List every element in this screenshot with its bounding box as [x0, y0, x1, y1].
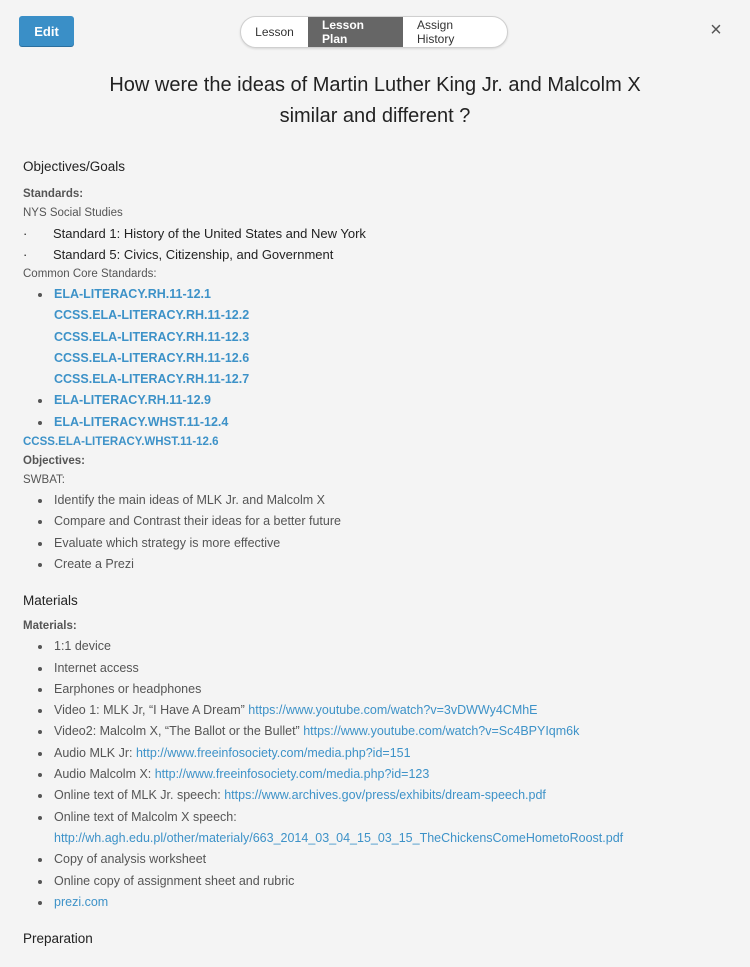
list-item: Online copy of assignment sheet and rubric: [54, 871, 733, 892]
standard-link[interactable]: ELA-LITERACY.WHST.11-12.4: [54, 414, 229, 429]
list-item: Video 1: MLK Jr, “I Have A Dream” https://www.youtube.com/watch?v=3vDWWy4CMhE: [54, 700, 733, 721]
materials-list: [23, 636, 733, 913]
list-item: Evaluate which strategy is more effective: [54, 533, 733, 554]
tab-assign-history[interactable]: Assign History: [417, 18, 455, 46]
tab-lesson-plan[interactable]: Lesson Plan: [308, 17, 403, 47]
list-item: Create a Prezi: [54, 554, 733, 575]
standard-link[interactable]: CCSS.ELA-LITERACY.RH.11-12.3: [54, 329, 250, 344]
audio-link[interactable]: http://www.freeinfosociety.com/media.php?id=123: [154, 767, 430, 782]
title-line-2: similar and different ?: [279, 105, 471, 127]
standard-link[interactable]: CCSS.ELA-LITERACY.RH.11-12.6: [54, 350, 250, 365]
materials-label: Materials:: [23, 620, 77, 633]
swbat-label: SWBAT:: [23, 474, 65, 487]
title-line-1: How were the ideas of Martin Luther King Jr. and Malcolm X: [109, 74, 641, 96]
list-item: Compare and Contrast their ideas for a better future: [54, 511, 733, 532]
prezi-link[interactable]: prezi.com: [54, 894, 109, 909]
materials-heading: Materials: [23, 593, 78, 609]
list-item: Earphones or headphones: [54, 679, 733, 700]
list-item: Video2: Malcolm X, “The Ballot or the Bullet” https://www.youtube.com/watch?v=Sc4BPYIqm6k: [54, 721, 733, 742]
standard-link[interactable]: CCSS.ELA-LITERACY.RH.11-12.2: [54, 308, 250, 323]
common-core-label: Common Core Standards:: [23, 268, 157, 280]
list-item: 1:1 device: [54, 636, 733, 657]
list-item: Online text of MLK Jr. speech: https://www.archives.gov/press/exhibits/dream-speech.pdf: [54, 785, 733, 806]
standard-item: · Standard 5: Civics, Citizenship, and Government: [23, 247, 334, 262]
video-link[interactable]: https://www.youtube.com/watch?v=Sc4BPYIqm6k: [303, 724, 580, 739]
list-item: Audio Malcolm X: http://www.freeinfosociety.com/media.php?id=123: [54, 764, 733, 785]
standard-item: · Standard 1: History of the United States and New York: [23, 226, 366, 241]
standard-link[interactable]: CCSS.ELA-LITERACY.WHST.11-12.6: [23, 436, 219, 449]
objectives-heading: Objectives/Goals: [23, 159, 126, 174]
page-title: [0, 70, 750, 132]
standard-link[interactable]: ELA-LITERACY.RH.11-12.1: [54, 287, 211, 301]
speech-link[interactable]: https://www.archives.gov/press/exhibits/dream-speech.pdf: [224, 788, 546, 803]
speech-link[interactable]: http://wh.agh.edu.pl/other/materialy/663_2014_03_04_15_03_15_TheChickensComeHometoRoost.pdf: [54, 830, 624, 845]
video-link[interactable]: https://www.youtube.com/watch?v=3vDWWy4CMhE: [248, 703, 538, 718]
audio-link[interactable]: http://www.freeinfosociety.com/media.php?id=151: [135, 745, 411, 760]
lesson-plan-content: [23, 155, 733, 951]
objectives-label: Objectives:: [23, 455, 85, 468]
preparation-heading: Preparation: [23, 931, 93, 947]
tab-lesson[interactable]: Lesson: [255, 25, 294, 39]
list-item: Internet access: [54, 658, 733, 679]
common-core-list: [23, 284, 733, 433]
list-item: Audio MLK Jr: http://www.freeinfosociety.com/media.php?id=151: [54, 743, 733, 764]
nys-label: NYS Social Studies: [23, 207, 123, 219]
standard-link[interactable]: CCSS.ELA-LITERACY.RH.11-12.7: [54, 372, 250, 387]
list-item-continuation: [54, 828, 733, 849]
standards-label: Standards:: [23, 188, 84, 200]
list-item: [54, 892, 733, 913]
edit-button[interactable]: Edit: [19, 16, 74, 46]
list-item: Online text of Malcolm X speech:: [54, 807, 733, 828]
close-icon[interactable]: ×: [710, 19, 722, 41]
list-item: Copy of analysis worksheet: [54, 849, 733, 870]
standard-link[interactable]: ELA-LITERACY.RH.11-12.9: [54, 393, 211, 408]
objectives-list: [23, 490, 733, 575]
view-tabs: [240, 16, 508, 48]
list-item: Identify the main ideas of MLK Jr. and Malcolm X: [54, 490, 733, 511]
